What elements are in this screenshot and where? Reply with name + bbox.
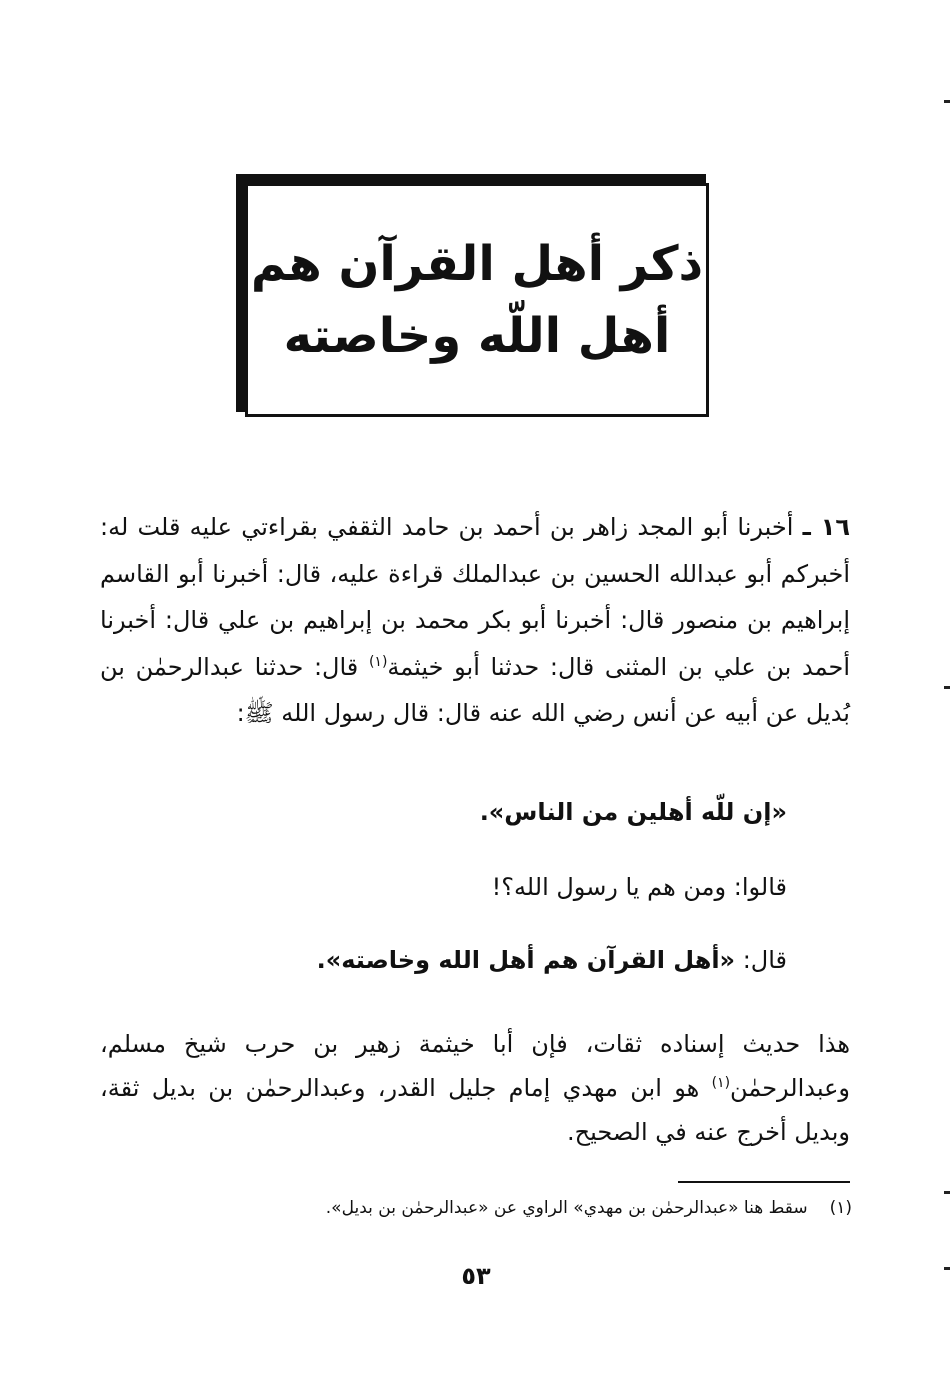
chapter-title-line-1: ذكر أهل القرآن هم xyxy=(250,236,704,292)
isnad-text-part-2: قال: حدثنا عبدالرحمٰن بن بُديل عن أبيه عن أنس رضي الله عنه قال: قال رسول الله ﷺ: xyxy=(100,652,850,727)
isnad-text-part-1: أخبرنا أبو المجد زاهر بن أحمد بن حامد الثقفي بقراءتي عليه قلت له: أخبركم أبو عبدالله الحسين بن عبدالملك قراءة عليه، قال: أخبرنا أبو القاسم إبراهيم بن منصور قال: أخبرنا أبو بكر محمد بن إبراهيم بن علي قال: أخبرنا أحمد بن علي بن المثنى قال: حدثنا أبو خيثمة xyxy=(100,513,850,681)
grading-text-part-2: هو ابن مهدي إمام جليل القدر، وعبدالرحمٰن بن بديل ثقة، وبديل أخرج عنه في الصحيح. xyxy=(100,1074,850,1146)
isnad-paragraph xyxy=(100,504,850,737)
chapter-title-line-2: أهل اللّه وخاصته xyxy=(283,308,671,364)
page-number: ٥٣ xyxy=(461,1262,491,1290)
scan-edge-mark xyxy=(944,1191,950,1194)
footnote-text: سقط هنا «عبدالرحمٰن بن مهدي» الراوي عن «عبدالرحمٰن بن بديل». xyxy=(325,1198,808,1218)
grading-text-part-1: هذا حديث إسناده ثقات، فإن أبا خيثمة زهير بن حرب شيخ مسلم، وعبدالرحمٰن xyxy=(100,1030,850,1102)
hadith-text-line-2: قالوا: ومن هم يا رسول الله؟! xyxy=(491,873,787,901)
hadith-line-3-quote: «أهل القرآن هم أهل الله وخاصته». xyxy=(316,946,736,974)
footnote-reference-2: (١) xyxy=(711,1075,731,1091)
scan-edge-mark xyxy=(944,686,950,689)
chapter-title-box xyxy=(245,183,709,417)
scan-edge-mark xyxy=(944,100,950,103)
footnote-reference: (١) xyxy=(368,653,388,670)
hadith-text-line-3 xyxy=(317,946,787,974)
hadith-line-3-prefix: قال: xyxy=(735,946,787,974)
footnote xyxy=(326,1198,852,1218)
footnote-divider xyxy=(678,1181,850,1183)
footnote-marker: (١) xyxy=(829,1198,852,1218)
grading-paragraph xyxy=(100,1022,850,1154)
hadith-text-line-1: «إن للّه أهلين من الناس». xyxy=(479,798,787,826)
hadith-number: ١٦ ـ xyxy=(802,513,851,541)
scan-edge-mark xyxy=(944,1267,950,1270)
